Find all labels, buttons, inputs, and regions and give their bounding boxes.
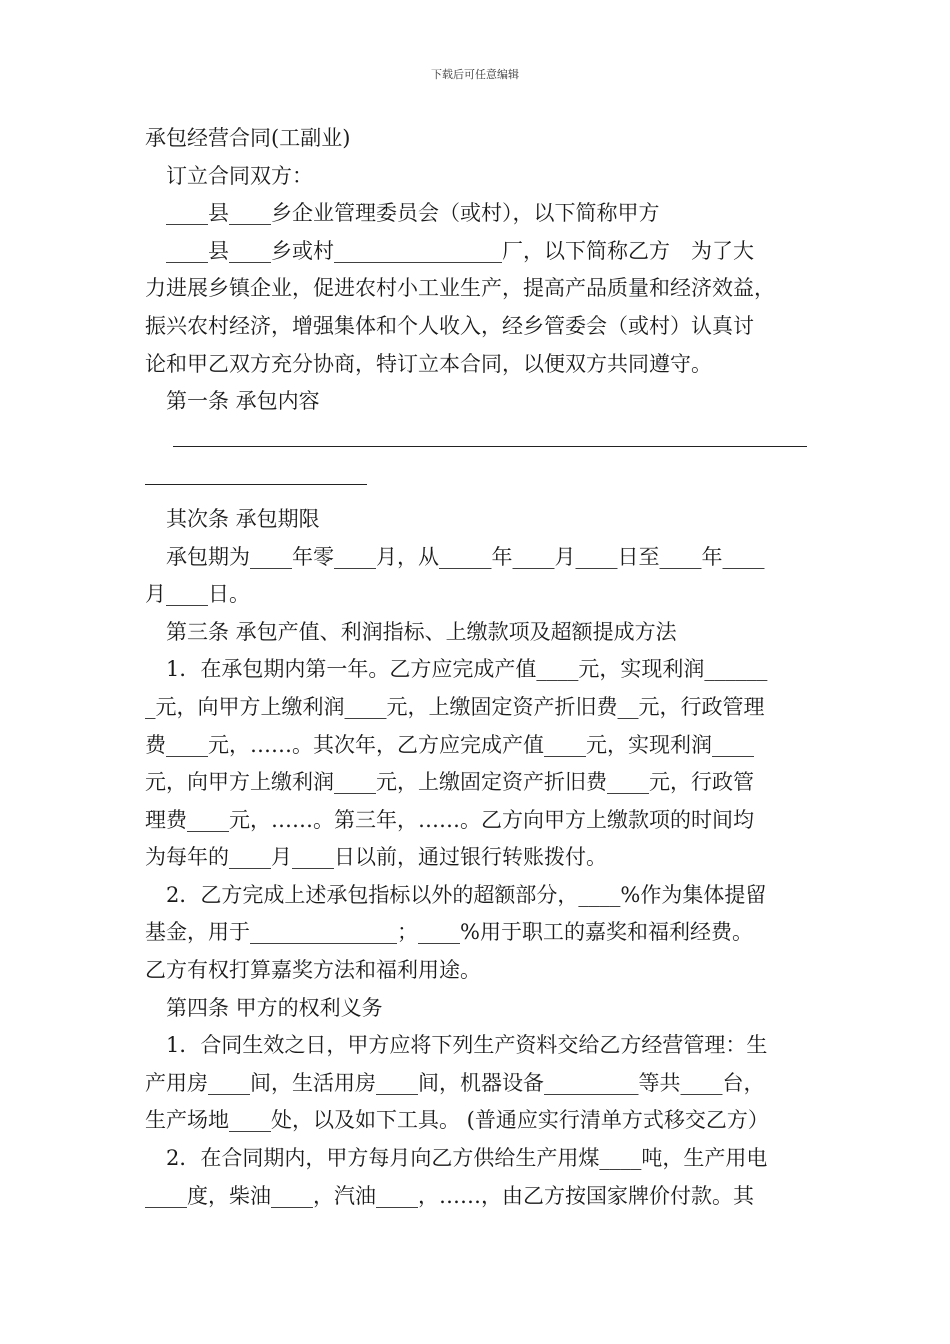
paragraph-line: 为每年的____月____日以前，通过银行转账拨付。 (145, 845, 607, 870)
article-heading: 第一条 承包内容 (166, 389, 320, 414)
paragraph-line: 1．合同生效之日，甲方应将下列生产资料交给乙方经营管理：生 (166, 1033, 768, 1058)
paragraph-line: ____县____乡或村________________厂，以下简称乙方 为了大 (166, 238, 754, 263)
paragraph-line: _元，向甲方上缴利润____元，上缴固定资产折旧费__元，行政管理 (145, 694, 765, 719)
paragraph-line: 力进展乡镇企业，促进农村小工业生产，提高产品质量和经济效益， (145, 276, 775, 301)
paragraph-line: 论和甲乙双方充分协商，特订立本合同，以便双方共同遵守。 (145, 351, 712, 376)
blank-rule (145, 458, 825, 496)
paragraph-line: 生产场地____处，以及如下工具。 (普通应实行清单方式移交乙方） (145, 1108, 769, 1133)
paragraph-line: 基金，用于______________；____%用于职工的嘉奖和福利经费。 (145, 920, 753, 945)
document-title: 承包经营合同(工副业) (145, 126, 351, 150)
page-header: 下载后可任意编辑 (431, 68, 519, 81)
paragraph-line: 月____日。 (145, 582, 250, 607)
article-heading: 其次条 承包期限 (166, 506, 320, 531)
article-heading: 第三条 承包产值、利润指标、上缴款项及超额提成方法 (166, 619, 677, 644)
paragraph-line: ____度，柴油____，汽油____，……，由乙方按国家牌价付款。其 (145, 1183, 754, 1208)
paragraph-line: 费____元，……。其次年，乙方应完成产值____元，实现利润____ (145, 732, 754, 757)
paragraph-line: 产用房____间，生活用房____间，机器设备_________等共____台， (145, 1070, 765, 1095)
paragraph-line: 1．在承包期内第一年。乙方应完成产值____元，实现利润______ (166, 657, 768, 682)
paragraph-line: 2．在合同期内，甲方每月向乙方供给生产用煤____吨，生产用电 (166, 1146, 768, 1171)
blank-rule (145, 421, 825, 459)
paragraph-line: 2．乙方完成上述承包指标以外的超额部分，____%作为集体提留 (166, 882, 767, 907)
article-heading: 第四条 甲方的权利义务 (166, 995, 383, 1020)
paragraph-line: 振兴农村经济，增强集体和个人收入，经乡管委会（或村）认真讨 (145, 313, 754, 338)
paragraph-line: 理费____元，……。第三年，……。乙方向甲方上缴款项的时间均 (145, 807, 754, 832)
paragraph-line: 元，向甲方上缴利润____元，上缴固定资产折旧费____元，行政管 (145, 770, 754, 795)
paragraph-line: ____县____乡企业管理委员会（或村），以下简称甲方 (166, 201, 660, 226)
paragraph-line: 承包期为____年零____月，从_____年____月____日至____年____ (166, 544, 765, 569)
paragraph-line: 订立合同双方： (166, 163, 313, 188)
document-body (145, 120, 825, 1215)
paragraph-line: 乙方有权打算嘉奖方法和福利用途。 (145, 958, 481, 983)
